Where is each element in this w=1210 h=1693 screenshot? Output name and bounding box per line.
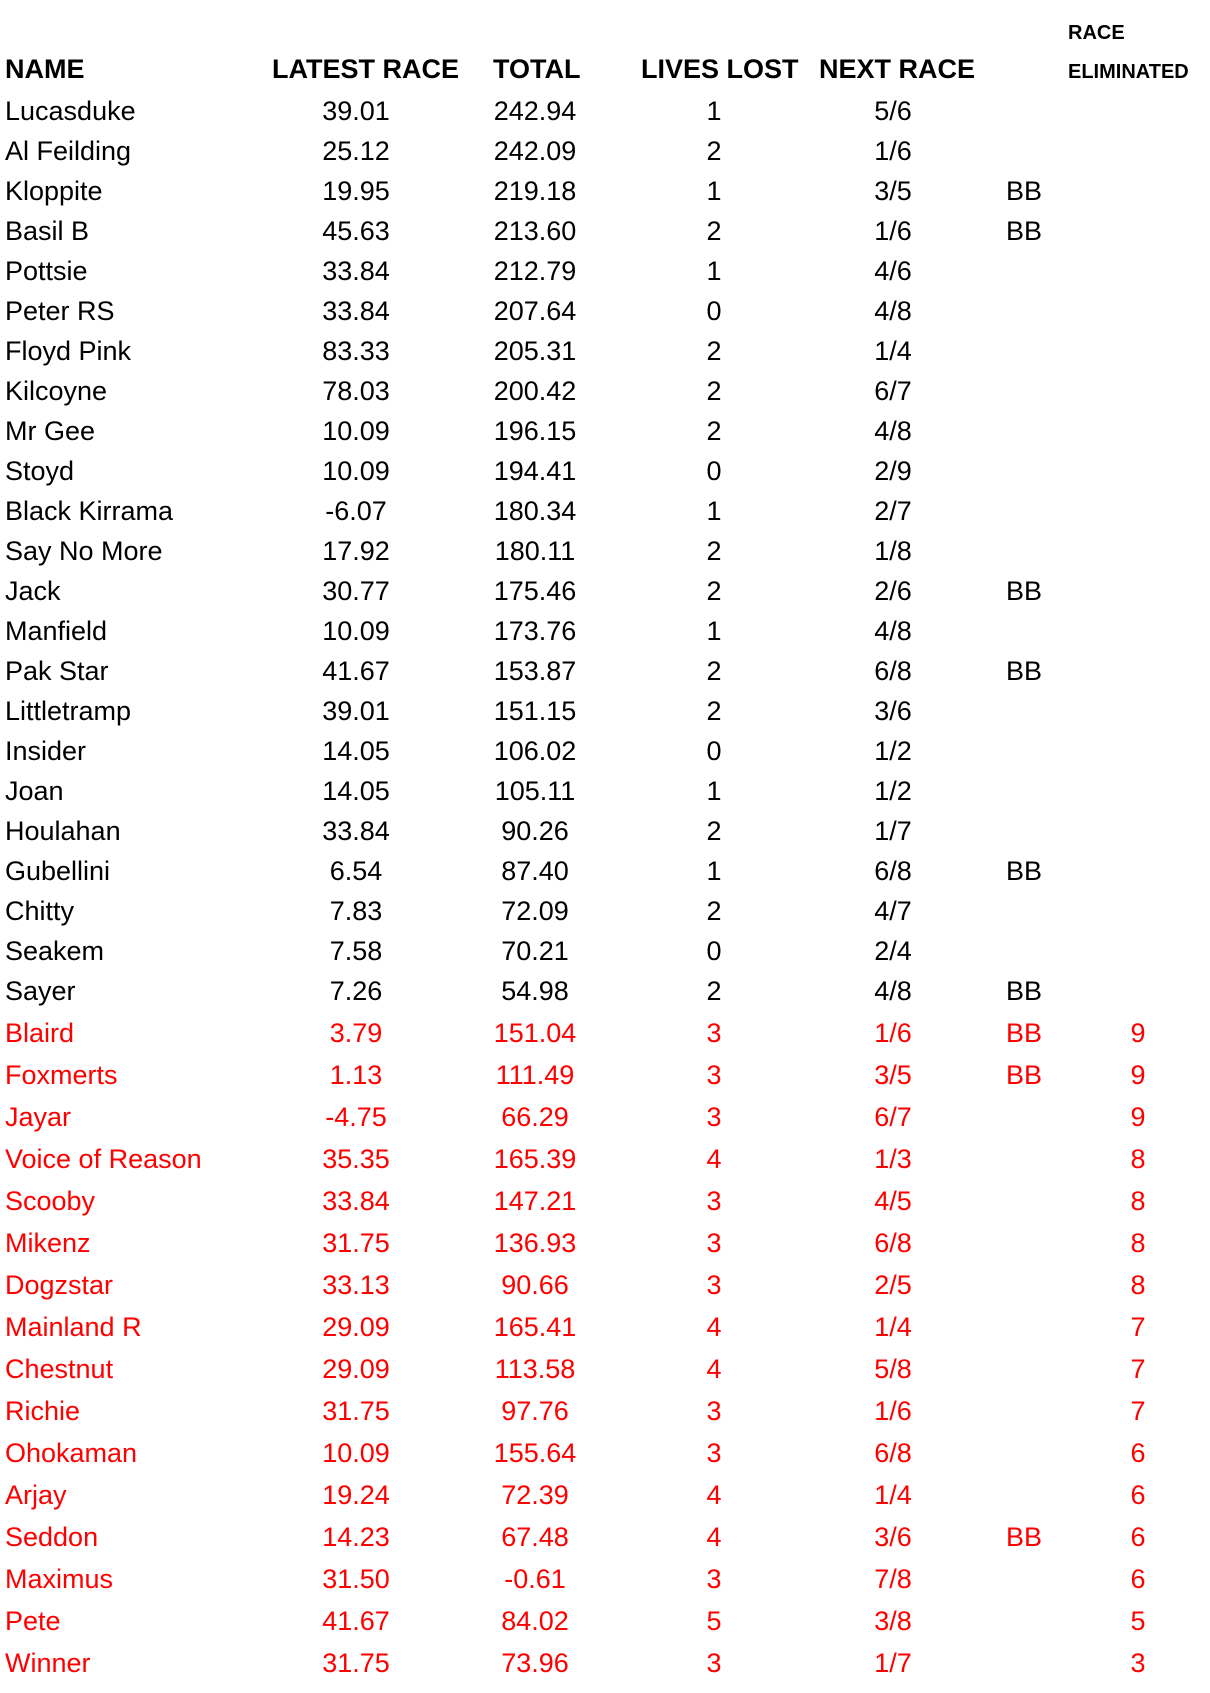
latest-race-value: 33.84 — [322, 816, 390, 846]
next-race-value: 1/2 — [874, 776, 912, 806]
race-eliminated-value: 8 — [1130, 1186, 1146, 1216]
race-eliminated-value — [1098, 371, 1178, 411]
lives-lost-value: 3 — [706, 1186, 722, 1216]
player-name: Mainland R — [5, 1312, 142, 1342]
next-race-value: 1/4 — [874, 336, 912, 366]
latest-race-value: 19.24 — [322, 1480, 390, 1510]
player-name: Houlahan — [5, 816, 121, 846]
next-race-value: 2/6 — [874, 576, 912, 606]
table-row — [0, 851, 1210, 891]
next-race-value: 2/5 — [874, 1270, 912, 1300]
latest-race-value: 29.09 — [322, 1312, 390, 1342]
lives-lost-value: 2 — [706, 696, 722, 726]
next-race-value: 2/4 — [874, 936, 912, 966]
next-race-value: 1/4 — [874, 1312, 912, 1342]
race-eliminated-value — [1098, 611, 1178, 651]
race-eliminated-value: 3 — [1130, 1648, 1146, 1678]
latest-race-value: 30.77 — [322, 576, 390, 606]
latest-race-value: 78.03 — [322, 376, 390, 406]
total-value: 212.79 — [493, 256, 577, 286]
total-value: -0.61 — [504, 1564, 566, 1594]
race-eliminated-value: 7 — [1130, 1354, 1146, 1384]
latest-race-value: 10.09 — [322, 456, 390, 486]
next-race-value: 1/7 — [874, 816, 912, 846]
player-name: Jayar — [5, 1102, 72, 1132]
total-value: 175.46 — [493, 576, 577, 606]
table-row — [0, 1349, 1210, 1389]
bb-marker: BB — [1006, 216, 1043, 246]
table-row — [0, 731, 1210, 771]
total-value: 242.94 — [493, 96, 577, 126]
next-race-value: 1/6 — [874, 1018, 912, 1048]
next-race-value: 4/8 — [874, 416, 912, 446]
table-row — [0, 1475, 1210, 1515]
next-race-value: 1/6 — [874, 216, 912, 246]
player-name: Stoyd — [5, 456, 75, 486]
latest-race-value: 39.01 — [322, 96, 390, 126]
header-name: NAME — [5, 54, 85, 84]
total-value: 106.02 — [493, 736, 577, 766]
race-eliminated-value — [1098, 491, 1178, 531]
next-race-value: 6/8 — [874, 656, 912, 686]
next-race-value: 6/7 — [874, 1102, 912, 1132]
lives-lost-value: 4 — [706, 1522, 722, 1552]
lives-lost-value: 2 — [706, 136, 722, 166]
latest-race-value: 31.75 — [322, 1396, 390, 1426]
lives-lost-value: 3 — [706, 1060, 722, 1090]
next-race-value: 2/7 — [874, 496, 912, 526]
next-race-value: 1/3 — [874, 1144, 912, 1174]
latest-race-value: 14.05 — [322, 776, 390, 806]
race-eliminated-value: 6 — [1130, 1438, 1146, 1468]
latest-race-value: 33.84 — [322, 256, 390, 286]
race-eliminated-value — [1098, 451, 1178, 491]
player-name: Gubellini — [5, 856, 111, 886]
table-row — [0, 1265, 1210, 1305]
lives-lost-value: 2 — [706, 576, 722, 606]
table-row — [0, 571, 1210, 611]
latest-race-value: 31.75 — [322, 1648, 390, 1678]
table-row — [0, 891, 1210, 931]
latest-race-value: 10.09 — [322, 416, 390, 446]
player-name: Joan — [5, 776, 64, 806]
total-value: 72.39 — [501, 1480, 569, 1510]
next-race-value: 3/5 — [874, 176, 912, 206]
table-row — [0, 1223, 1210, 1263]
lives-lost-value: 3 — [706, 1102, 722, 1132]
player-name: Jack — [5, 576, 61, 606]
next-race-value: 6/8 — [874, 856, 912, 886]
bb-marker: BB — [1006, 576, 1043, 606]
next-race-value: 1/7 — [874, 1648, 912, 1678]
table-row — [0, 1517, 1210, 1557]
player-name: Al Feilding — [5, 136, 132, 166]
lives-lost-value: 3 — [706, 1270, 722, 1300]
player-name: Blaird — [5, 1018, 75, 1048]
table-row — [0, 771, 1210, 811]
next-race-value: 3/6 — [874, 1522, 912, 1552]
lives-lost-value: 4 — [706, 1354, 722, 1384]
race-eliminated-value: 6 — [1130, 1522, 1146, 1552]
lives-lost-value: 2 — [706, 896, 722, 926]
table-row — [0, 91, 1210, 131]
player-name: Pottsie — [5, 256, 88, 286]
next-race-value: 4/7 — [874, 896, 912, 926]
race-eliminated-value: 9 — [1130, 1018, 1146, 1048]
total-value: 165.41 — [493, 1312, 577, 1342]
table-row — [0, 1055, 1210, 1095]
table-row — [0, 1181, 1210, 1221]
race-eliminated-value: 8 — [1130, 1270, 1146, 1300]
total-value: 180.11 — [494, 536, 576, 566]
table-row — [0, 1643, 1210, 1683]
latest-race-value: 45.63 — [322, 216, 390, 246]
lives-lost-value: 0 — [706, 456, 722, 486]
total-value: 54.98 — [501, 976, 569, 1006]
table-row — [0, 531, 1210, 571]
bb-marker: BB — [1006, 976, 1043, 1006]
bb-marker: BB — [1006, 1522, 1043, 1552]
race-eliminated-value — [1098, 291, 1178, 331]
latest-race-value: 14.05 — [322, 736, 390, 766]
total-value: 73.96 — [501, 1648, 569, 1678]
lives-lost-value: 0 — [706, 736, 722, 766]
table-row — [0, 1559, 1210, 1599]
lives-lost-value: 1 — [706, 176, 722, 206]
player-name: Lucasduke — [5, 96, 136, 126]
table-row — [0, 931, 1210, 971]
lives-lost-value: 1 — [706, 616, 722, 646]
total-value: 97.76 — [501, 1396, 569, 1426]
lives-lost-value: 3 — [706, 1018, 722, 1048]
header-latest-race: LATEST RACE — [272, 54, 459, 84]
table-row — [0, 331, 1210, 371]
table-row — [0, 971, 1210, 1011]
player-name: Maximus — [5, 1564, 114, 1594]
lives-lost-value: 3 — [706, 1438, 722, 1468]
next-race-value: 6/8 — [874, 1228, 912, 1258]
race-eliminated-value — [1098, 171, 1178, 211]
player-name: Kloppite — [5, 176, 103, 206]
latest-race-value: 83.33 — [322, 336, 390, 366]
latest-race-value: 41.67 — [322, 656, 390, 686]
next-race-value: 1/6 — [874, 1396, 912, 1426]
next-race-value: 5/8 — [874, 1354, 912, 1384]
bb-marker: BB — [1006, 856, 1043, 886]
table-row — [0, 1433, 1210, 1473]
total-value: 194.41 — [493, 456, 577, 486]
table-row — [0, 1013, 1210, 1053]
table-row — [0, 291, 1210, 331]
lives-lost-value: 2 — [706, 376, 722, 406]
latest-race-value: 7.83 — [329, 896, 383, 926]
race-eliminated-value — [1098, 331, 1178, 371]
race-eliminated-value: 8 — [1130, 1144, 1146, 1174]
total-value: 219.18 — [493, 176, 577, 206]
table-row — [0, 211, 1210, 251]
next-race-value: 6/8 — [874, 1438, 912, 1468]
race-eliminated-value — [1098, 771, 1178, 811]
latest-race-value: 39.01 — [322, 696, 390, 726]
bb-marker: BB — [1006, 1018, 1043, 1048]
player-name: Ohokaman — [5, 1438, 138, 1468]
lives-lost-value: 2 — [706, 336, 722, 366]
race-eliminated-value — [1098, 131, 1178, 171]
player-name: Mikenz — [5, 1228, 91, 1258]
latest-race-value: 10.09 — [322, 1438, 390, 1468]
race-eliminated-value: 6 — [1130, 1480, 1146, 1510]
header-next-race: NEXT RACE — [819, 54, 976, 84]
latest-race-value: 7.58 — [329, 936, 383, 966]
next-race-value: 1/2 — [874, 736, 912, 766]
total-value: 151.15 — [493, 696, 577, 726]
table-row — [0, 1391, 1210, 1431]
next-race-value: 4/5 — [874, 1186, 912, 1216]
latest-race-value: 10.09 — [322, 616, 390, 646]
lives-lost-value: 1 — [706, 856, 722, 886]
latest-race-value: 33.84 — [322, 1186, 390, 1216]
player-name: Chestnut — [5, 1354, 114, 1384]
latest-race-value: 33.13 — [322, 1270, 390, 1300]
player-name: Dogzstar — [5, 1270, 114, 1300]
player-name: Littletramp — [5, 696, 132, 726]
total-value: 200.42 — [493, 376, 577, 406]
latest-race-value: 7.26 — [329, 976, 383, 1006]
player-name: Manfield — [5, 616, 108, 646]
race-eliminated-value — [1098, 731, 1178, 771]
table-row — [0, 811, 1210, 851]
lives-lost-value: 2 — [706, 416, 722, 446]
latest-race-value: 1.13 — [329, 1060, 383, 1090]
next-race-value: 2/9 — [874, 456, 912, 486]
total-value: 87.40 — [501, 856, 569, 886]
player-name: Seakem — [5, 936, 105, 966]
lives-lost-value: 3 — [706, 1396, 722, 1426]
lives-lost-value: 2 — [706, 216, 722, 246]
table-row — [0, 131, 1210, 171]
next-race-value: 3/5 — [874, 1060, 912, 1090]
latest-race-value: 41.67 — [322, 1606, 390, 1636]
race-eliminated-value — [1098, 971, 1178, 1011]
lives-lost-value: 4 — [706, 1480, 722, 1510]
total-value: 151.04 — [493, 1018, 577, 1048]
total-value: 173.76 — [493, 616, 577, 646]
table-row — [0, 611, 1210, 651]
race-eliminated-value — [1098, 211, 1178, 251]
lives-lost-value: 3 — [706, 1648, 722, 1678]
latest-race-value: 6.54 — [329, 856, 383, 886]
race-eliminated-value — [1098, 91, 1178, 131]
next-race-value: 4/8 — [874, 976, 912, 1006]
lives-lost-value: 1 — [706, 96, 722, 126]
total-value: 84.02 — [501, 1606, 569, 1636]
next-race-value: 6/7 — [874, 376, 912, 406]
latest-race-value: 33.84 — [322, 296, 390, 326]
player-name: Voice of Reason — [5, 1144, 202, 1174]
table-row — [0, 1139, 1210, 1179]
lives-lost-value: 5 — [706, 1606, 722, 1636]
player-name: Arjay — [5, 1480, 67, 1510]
latest-race-value: 3.79 — [329, 1018, 383, 1048]
lives-lost-value: 2 — [706, 816, 722, 846]
race-eliminated-value: 9 — [1130, 1060, 1146, 1090]
player-name: Scooby — [5, 1186, 96, 1216]
race-eliminated-value: 7 — [1130, 1396, 1146, 1426]
lives-lost-value: 4 — [706, 1312, 722, 1342]
header-race-eliminated-line2: ELIMINATED — [1068, 61, 1189, 83]
race-eliminated-value — [1098, 571, 1178, 611]
total-value: 165.39 — [493, 1144, 577, 1174]
table-row — [0, 251, 1210, 291]
next-race-value: 4/8 — [874, 616, 912, 646]
total-value: 155.64 — [493, 1438, 577, 1468]
table-row — [0, 1601, 1210, 1641]
race-eliminated-value: 8 — [1130, 1228, 1146, 1258]
total-value: 180.34 — [493, 496, 577, 526]
race-eliminated-value — [1098, 251, 1178, 291]
latest-race-value: 29.09 — [322, 1354, 390, 1384]
total-value: 196.15 — [493, 416, 577, 446]
player-name: Basil B — [5, 216, 90, 246]
latest-race-value: 31.50 — [322, 1564, 390, 1594]
player-name: Pete — [5, 1606, 61, 1636]
race-eliminated-value — [1098, 931, 1178, 971]
latest-race-value: 17.92 — [322, 536, 390, 566]
lives-lost-value: 0 — [706, 936, 722, 966]
total-value: 105.11 — [494, 776, 576, 806]
player-name: Mr Gee — [5, 416, 96, 446]
player-name: Say No More — [5, 536, 163, 566]
total-value: 213.60 — [493, 216, 577, 246]
lives-lost-value: 2 — [706, 656, 722, 686]
total-value: 111.49 — [495, 1060, 575, 1090]
next-race-value: 4/6 — [874, 256, 912, 286]
header-total: TOTAL — [493, 54, 581, 84]
race-eliminated-value — [1098, 851, 1178, 891]
table-row — [0, 691, 1210, 731]
lives-lost-value: 2 — [706, 976, 722, 1006]
player-name: Kilcoyne — [5, 376, 108, 406]
total-value: 72.09 — [501, 896, 569, 926]
lives-lost-value: 3 — [706, 1564, 722, 1594]
bb-marker: BB — [1006, 176, 1043, 206]
total-value: 66.29 — [501, 1102, 569, 1132]
race-eliminated-value: 6 — [1130, 1564, 1146, 1594]
total-value: 70.21 — [501, 936, 569, 966]
table-row — [0, 651, 1210, 691]
next-race-value: 7/8 — [874, 1564, 912, 1594]
total-value: 90.66 — [501, 1270, 569, 1300]
race-eliminated-value: 9 — [1130, 1102, 1146, 1132]
total-value: 242.09 — [493, 136, 577, 166]
race-eliminated-value — [1098, 691, 1178, 731]
next-race-value: 4/8 — [874, 296, 912, 326]
total-value: 113.58 — [494, 1354, 576, 1384]
table-row — [0, 451, 1210, 491]
player-name: Pak Star — [5, 656, 109, 686]
race-eliminated-value — [1098, 891, 1178, 931]
total-value: 147.21 — [493, 1186, 577, 1216]
total-value: 90.26 — [501, 816, 569, 846]
header-race-eliminated-line1: RACE — [1068, 22, 1125, 44]
race-eliminated-value: 5 — [1130, 1606, 1146, 1636]
lives-lost-value: 1 — [706, 256, 722, 286]
latest-race-value: -4.75 — [325, 1102, 387, 1132]
bb-marker: BB — [1006, 1060, 1043, 1090]
next-race-value: 1/6 — [874, 136, 912, 166]
lives-lost-value: 0 — [706, 296, 722, 326]
latest-race-value: 14.23 — [322, 1522, 390, 1552]
next-race-value: 3/8 — [874, 1606, 912, 1636]
table-row — [0, 491, 1210, 531]
total-value: 67.48 — [501, 1522, 569, 1552]
player-name: Winner — [5, 1648, 91, 1678]
race-eliminated-value — [1098, 531, 1178, 571]
latest-race-value: 35.35 — [322, 1144, 390, 1174]
player-name: Richie — [5, 1396, 81, 1426]
player-name: Foxmerts — [5, 1060, 118, 1090]
latest-race-value: 19.95 — [322, 176, 390, 206]
player-name: Peter RS — [5, 296, 115, 326]
race-eliminated-value — [1098, 411, 1178, 451]
lives-lost-value: 4 — [706, 1144, 722, 1174]
total-value: 207.64 — [493, 296, 577, 326]
latest-race-value: 25.12 — [322, 136, 390, 166]
player-name: Chitty — [5, 896, 75, 926]
player-name: Insider — [5, 736, 87, 766]
table-row — [0, 371, 1210, 411]
next-race-value: 1/4 — [874, 1480, 912, 1510]
next-race-value: 3/6 — [874, 696, 912, 726]
table-row — [0, 1307, 1210, 1347]
player-name: Sayer — [5, 976, 76, 1006]
race-eliminated-value — [1098, 811, 1178, 851]
race-eliminated-value — [1098, 651, 1178, 691]
total-value: 205.31 — [493, 336, 577, 366]
table-row — [0, 411, 1210, 451]
player-name: Seddon — [5, 1522, 99, 1552]
total-value: 153.87 — [493, 656, 577, 686]
race-eliminated-value: 7 — [1130, 1312, 1146, 1342]
header-lives-lost: LIVES LOST — [641, 54, 799, 84]
bb-marker: BB — [1006, 656, 1043, 686]
player-name: Black Kirrama — [5, 496, 174, 526]
lives-lost-value: 3 — [706, 1228, 722, 1258]
latest-race-value: -6.07 — [325, 496, 387, 526]
player-name: Floyd Pink — [5, 336, 132, 366]
lives-lost-value: 1 — [706, 776, 722, 806]
next-race-value: 5/6 — [874, 96, 912, 126]
latest-race-value: 31.75 — [322, 1228, 390, 1258]
lives-lost-value: 2 — [706, 536, 722, 566]
table-row — [0, 1097, 1210, 1137]
total-value: 136.93 — [493, 1228, 577, 1258]
next-race-value: 1/8 — [874, 536, 912, 566]
table-row — [0, 171, 1210, 211]
lives-lost-value: 1 — [706, 496, 722, 526]
